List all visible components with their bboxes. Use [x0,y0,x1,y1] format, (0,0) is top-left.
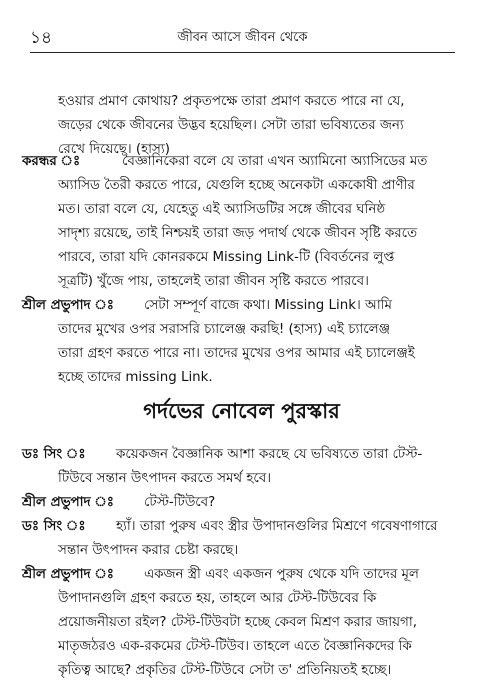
text-line: সেটা সম্পূর্ণ বাজে কথা। Missing Link। আমি [144,298,392,313]
text-line: প্রয়োজনীয়তা রইল? টেস্ট-টিউবটা হচ্ছে কেবল মিশ্রণ করার জায়গা, [58,615,417,630]
text-line: বৈজ্ঞানিকেরা বলে যে তারা এখন অ্যামিনো অ্যাসিডের মত [122,154,428,169]
text-line: টেস্ট-টিউবে? [144,495,216,510]
speech-karandhar [58,150,427,294]
speaker-dr-singh: ডঃ সিং ঃ [22,447,86,462]
text-line: কয়েকজন বৈজ্ঞানিক আশা করছে যে ভবিষ্যতে তারা টেস্ট- [116,447,423,462]
text-line: হচ্ছে তাদের missing Link. [58,370,213,385]
text-line: তাদের মুখের ওপর সরাসরি চ্যালেঞ্জ করছি! (হাস্য) এই চ্যালেঞ্জ [58,322,391,337]
text-line: মত। তারা বলে যে, যেহেতু এই অ্যাসিডটির সঙ্গে জীবের ঘনিষ্ঠ [58,202,386,217]
section-heading: গর্দভের নোবেল পুরস্কার [143,398,340,423]
speech-prabhupada [58,294,415,390]
speaker-prabhupada: শ্রীল প্রভুপাদ ঃ [22,567,114,582]
speaker-karandhar: করন্ধর ঃ [22,154,81,169]
speech-prabhupada [58,491,215,515]
text-line: একজন স্ত্রী এবং একজন পুরুষ থেকে যদি তাদের মূল [144,567,419,582]
text-line: সন্তান উৎপাদন করার চেষ্টা করছে। [58,543,239,558]
speech-dr-singh [58,443,422,491]
text-line: সূত্রটি) খুঁজে পায়, তাহলেই তারা জীবন সৃষ্টি করতে পারবে। [58,274,369,289]
text-line: উপাদানগুলি গ্রহণ করতে হয়, তাহলে আর টেস্ট-টিউবের কি [58,591,377,606]
text-line: জড়ের থেকে জীবনের উদ্ভব হয়েছিল। সেটা তারা ভবিষ্যতের জন্য [58,118,404,133]
text-line: হ্যাঁ। তারা পুরুষ এবং স্ত্রীর উপাদানগুলির মিশ্রণে গবেষণাগারে [116,519,438,534]
speaker-prabhupada: শ্রীল প্রভুপাদ ঃ [22,495,114,510]
text-line: টিউবে সন্তান উৎপাদন করতে সমর্থ হবে। [58,471,271,486]
page-header [30,26,455,53]
text-line: মাতৃজঠরও এক-রকমের টেস্ট-টিউব। তাহলে এতে বৈজ্ঞানিকদের কি [58,639,412,654]
text-line: হওয়ার প্রমাণ কোথায়? প্রকৃতপক্ষে তারা প্রমাণ করতে পারে না যে, [58,94,405,109]
speech-prabhupada [58,563,419,683]
speaker-dr-singh: ডঃ সিং ঃ [22,519,86,534]
text-line: কৃতিত্ব আছে? প্রকৃতির টেস্ট-টিউবে সেটা ত' প্রতিনিয়তই হচ্ছে। [58,663,392,678]
text-line: অ্যাসিড তৈরী করতে পারে, যেগুলি হচ্ছে অনেকটা এককোষী প্রাণীর [58,178,415,193]
page-number: ১৪ [30,28,53,48]
speaker-prabhupada: শ্রীল প্রভুপাদ ঃ [22,298,114,313]
speech-dr-singh [58,515,437,563]
text-line: পারবে, তারা যদি কোনরকমে Missing Link-টি (বিবর্তনের লুপ্ত [58,250,395,265]
text-line: সাদৃশ্য রয়েছে, তাই নিশ্চয়ই তারা জড় পদার্থ থেকে জীবন সৃষ্টি করতে [58,226,418,241]
text-line: রেখে দিয়েছে। (হাস্য) [58,142,170,157]
text-line: তারা গ্রহণ করতে পারে না। তাদের মুখের ওপর আমার এই চ্যালেঞ্জই [58,346,415,361]
running-title: জীবন আসে জীবন থেকে [177,30,308,45]
